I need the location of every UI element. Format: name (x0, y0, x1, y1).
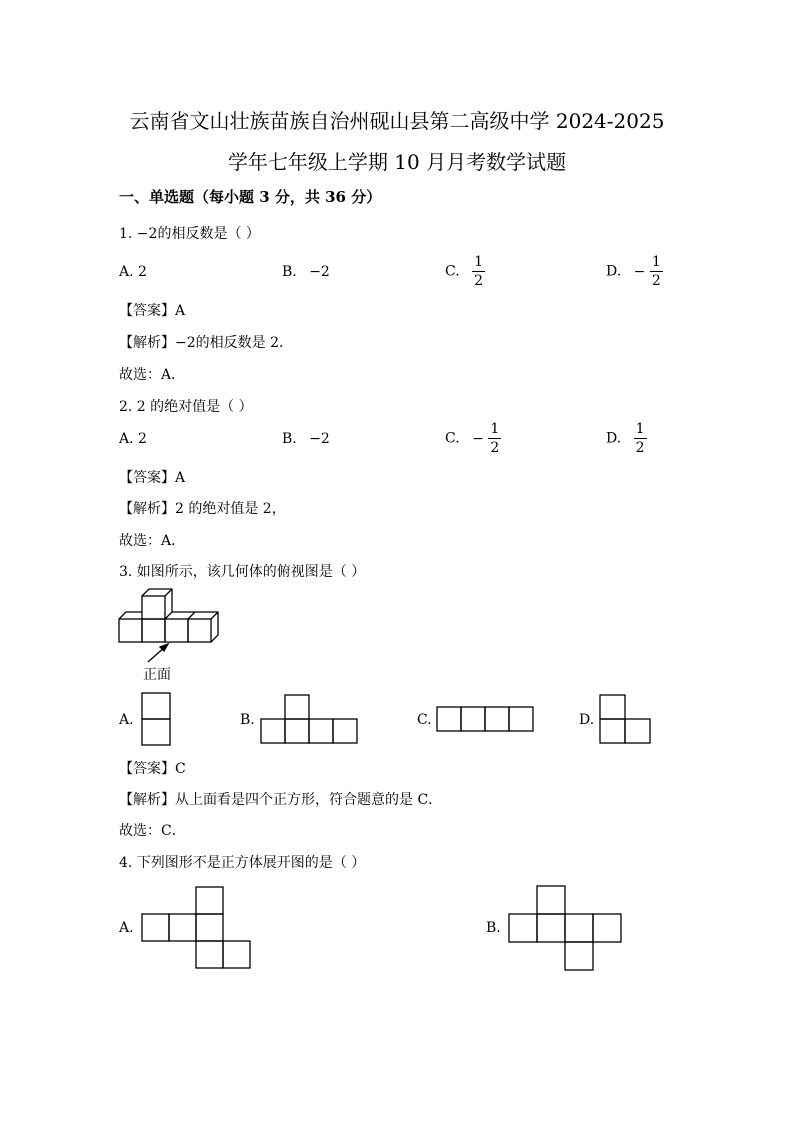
q3-option-d-figure (599, 694, 655, 746)
q3-c-square-2 (461, 707, 485, 731)
section-heading: 一、单选题（每小题 3 分，共 36 分） (119, 188, 382, 206)
q3-d-square-1 (600, 719, 625, 743)
q2-option-c-sign: − (472, 430, 484, 447)
q3-a-square-1 (142, 693, 170, 719)
q4-a-square-r1 (196, 887, 223, 914)
q4-option-a-figure (141, 886, 253, 972)
q1-choose: 故选：A． (119, 367, 186, 383)
q4-b-square-m2 (537, 914, 565, 942)
solid-bottom-cube-2 (142, 619, 165, 642)
solid-bottom-cube-1 (119, 619, 142, 642)
q3-answer: 【答案】C (119, 761, 186, 777)
q4-a-square-r2-2 (169, 914, 196, 941)
q2-analysis: 【解析】2 的绝对值是 2， (119, 501, 286, 517)
q1-option-b (282, 264, 330, 280)
solid-bottom-top-left (119, 612, 142, 619)
q4-stem: 4. 下列图形不是正方体展开图的是（ ） (119, 855, 366, 871)
q3-front-label: 正面 (143, 667, 171, 683)
q3-b-square-4 (333, 719, 357, 743)
q2-option-d-label: D. (606, 430, 622, 447)
q1-stem: 1. −2的相反数是（ ） (119, 226, 260, 242)
q3-b-square-2 (285, 719, 309, 743)
q3-d-square-2 (625, 719, 650, 743)
q1-option-d-sign: − (633, 263, 646, 280)
q1-option-b-label: B. (282, 264, 297, 280)
q1-option-d-denominator: 2 (651, 273, 661, 289)
q3-option-b-label: B. (240, 712, 255, 728)
q2-option-c-fraction (488, 422, 501, 455)
q2-choose: 故选：A． (119, 533, 186, 549)
q4-b-square-m1 (509, 914, 537, 942)
q1-option-b-value: −2 (309, 264, 330, 280)
q2-option-a: A. 2 (119, 431, 147, 447)
q3-option-c-label: C. (417, 712, 432, 728)
q3-stem: 3. 如图所示，该几何体的俯视图是（ ） (119, 564, 366, 580)
q2-answer: 【答案】A (119, 470, 186, 486)
q1-option-c (445, 255, 485, 288)
q3-analysis: 【解析】从上面看是四个正方形，符合题意的是 C． (119, 792, 443, 808)
q3-solid-figure (118, 588, 228, 648)
q2-option-d-numerator: 1 (635, 421, 645, 437)
q3-d-square-top (600, 695, 625, 719)
q4-a-square-r2-1 (142, 914, 169, 941)
solid-bottom-top-edge-2 (211, 612, 218, 619)
q2-stem: 2. 2 的绝对值是（ ） (119, 399, 253, 415)
q4-option-a-label: A. (119, 920, 134, 936)
q3-c-square-1 (437, 707, 461, 731)
q1-analysis: 【解析】−2的相反数是 2． (119, 335, 293, 351)
q3-b-square-3 (309, 719, 333, 743)
q3-option-a-figure (141, 692, 173, 748)
q3-option-c-figure (436, 706, 538, 734)
q3-c-square-4 (509, 707, 533, 731)
q4-option-b-figure (508, 885, 626, 973)
q2-option-d-fraction (634, 422, 647, 455)
q1-answer: 【答案】A (119, 303, 186, 319)
q1-option-d-numerator: 1 (651, 254, 661, 270)
q1-option-a: A. 2 (119, 264, 147, 280)
q3-option-d-label: D. (579, 712, 595, 728)
q1-option-d (606, 255, 663, 288)
q2-option-c (445, 422, 501, 455)
title-line-1: 云南省文山壮族苗族自治州砚山县第二高级中学 2024-2025 (129, 109, 665, 133)
solid-bottom-cube-3 (165, 619, 188, 642)
q4-a-square-r2-3 (196, 914, 223, 941)
q3-b-square-top (285, 695, 309, 719)
q3-a-square-2 (142, 719, 170, 745)
q2-option-c-label: C. (445, 430, 460, 447)
q3-b-square-1 (261, 719, 285, 743)
q2-option-b (282, 431, 330, 447)
q1-option-d-label: D. (606, 263, 622, 280)
q3-choose: 故选：C． (119, 823, 186, 839)
q2-option-d (606, 422, 647, 455)
q4-b-square-bottom (565, 942, 593, 970)
q4-a-square-r3-2 (223, 941, 250, 968)
solid-top-cube-edge (165, 589, 172, 596)
q2-option-d-denominator: 2 (635, 440, 645, 456)
q4-b-square-m4 (593, 914, 621, 942)
solid-bottom-cube-4 (188, 619, 211, 642)
q4-b-square-m3 (565, 914, 593, 942)
q2-option-b-value: −2 (309, 431, 330, 447)
q3-option-b-figure (260, 694, 360, 746)
q2-option-c-denominator: 2 (490, 440, 500, 456)
q4-b-square-top (537, 886, 565, 914)
q3-option-a-label: A. (119, 712, 134, 728)
q4-option-b-label: B. (486, 920, 501, 936)
q1-option-d-fraction (650, 255, 663, 288)
solid-top-cube-front (142, 596, 165, 619)
q3-c-square-3 (485, 707, 509, 731)
solid-bottom-top-edge-1 (188, 612, 195, 619)
q4-a-square-r3-1 (196, 941, 223, 968)
q1-option-c-numerator: 1 (474, 254, 484, 270)
title-line-2: 学年七年级上学期 10 月月考数学试题 (227, 150, 567, 174)
q2-option-c-numerator: 1 (490, 421, 500, 437)
q1-option-c-denominator: 2 (474, 273, 484, 289)
q1-option-c-label: C. (445, 263, 460, 280)
q2-option-b-label: B. (282, 431, 297, 447)
q1-option-c-fraction (472, 255, 485, 288)
